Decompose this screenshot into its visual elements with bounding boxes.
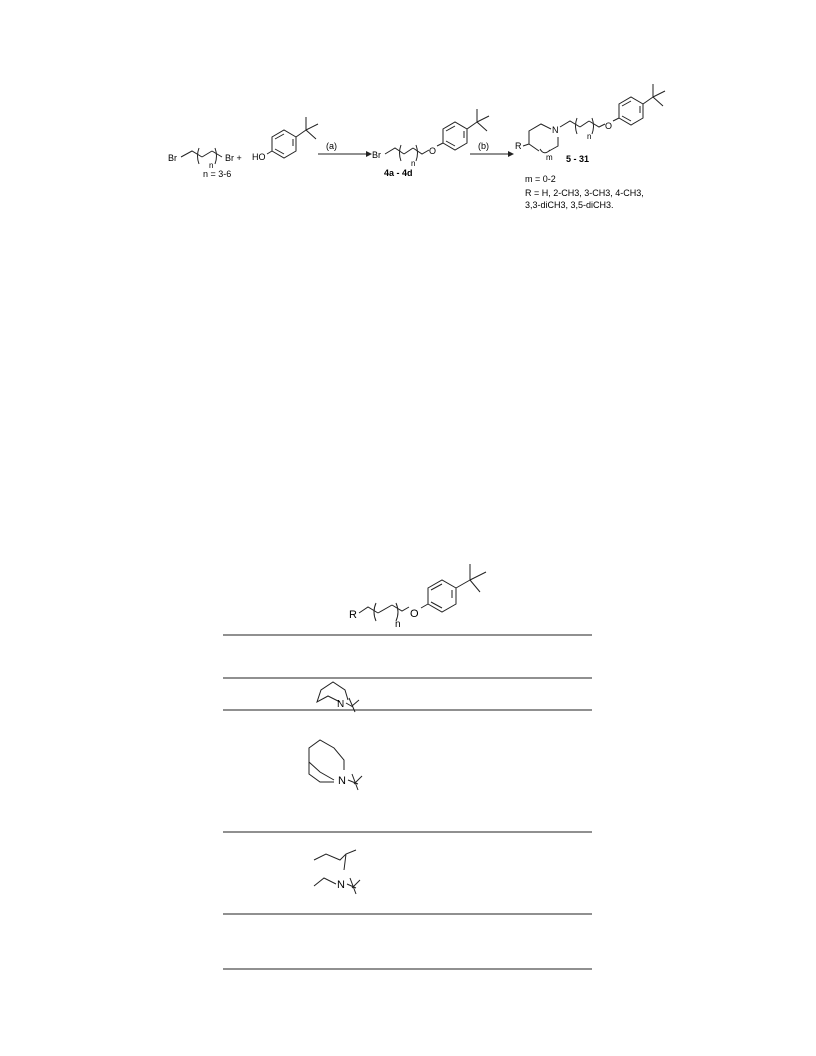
pyrrolidine-n-atom: N	[337, 699, 345, 710]
product-o-atom: O	[605, 121, 613, 131]
product-r-substituents-line2: 3,3-diCH3, 3,5-diCH3.	[525, 200, 614, 210]
int-o-atom: O	[429, 146, 437, 156]
ho-atom: HO	[252, 152, 266, 162]
product-r-substituents-line1: R = H, 2-CH3, 3-CH3, 4-CH3,	[525, 188, 644, 198]
header-benzene-double-bonds	[431, 584, 452, 608]
step-a-label: (a)	[326, 141, 337, 151]
int-repeat-index: n	[411, 159, 416, 168]
header-chain-right	[392, 605, 409, 611]
header-o-aryl-bond	[421, 604, 428, 608]
table-header-structure	[349, 564, 486, 630]
header-aryl-tbutyl-bond	[456, 580, 470, 588]
dialkylamine-attachment-mark	[347, 878, 360, 894]
br-right-atom: Br +	[225, 153, 242, 163]
header-chain-mid	[378, 605, 392, 613]
piperidine-attachment-mark	[348, 774, 362, 790]
header-chain-left	[359, 607, 378, 613]
product-ring-index: m	[546, 153, 553, 162]
n-range-condition: n = 3-6	[203, 169, 232, 179]
table-row-piperidine	[309, 740, 362, 790]
intermediate-br-atom: Br	[372, 150, 381, 160]
piperidine-ring	[309, 740, 344, 780]
repeat-index-n: n	[209, 161, 214, 170]
table-row-dialkylamine	[314, 850, 360, 894]
header-o-atom: O	[410, 608, 419, 620]
header-repeat-index: n	[395, 619, 401, 630]
intermediate-compound-label: 4a - 4d	[384, 168, 413, 178]
product-compound-label: 5 - 31	[566, 154, 590, 164]
dialkylamine-n-atom: N	[337, 879, 345, 891]
product-m-range: m = 0-2	[525, 174, 556, 184]
piperidine-n-atom: N	[338, 775, 346, 787]
product-r-atom: R	[515, 141, 522, 151]
header-tert-butyl-group	[470, 564, 486, 592]
table-row-pyrrolidine	[317, 682, 359, 712]
header-r-atom: R	[349, 609, 357, 621]
product-n-atom: N	[552, 125, 559, 135]
sec-butyl-group	[314, 850, 356, 870]
step-b-label: (b)	[478, 141, 489, 151]
ethyl-group	[314, 878, 336, 886]
br-left-atom: Br	[168, 153, 177, 163]
product-chain-index: n	[587, 132, 592, 141]
